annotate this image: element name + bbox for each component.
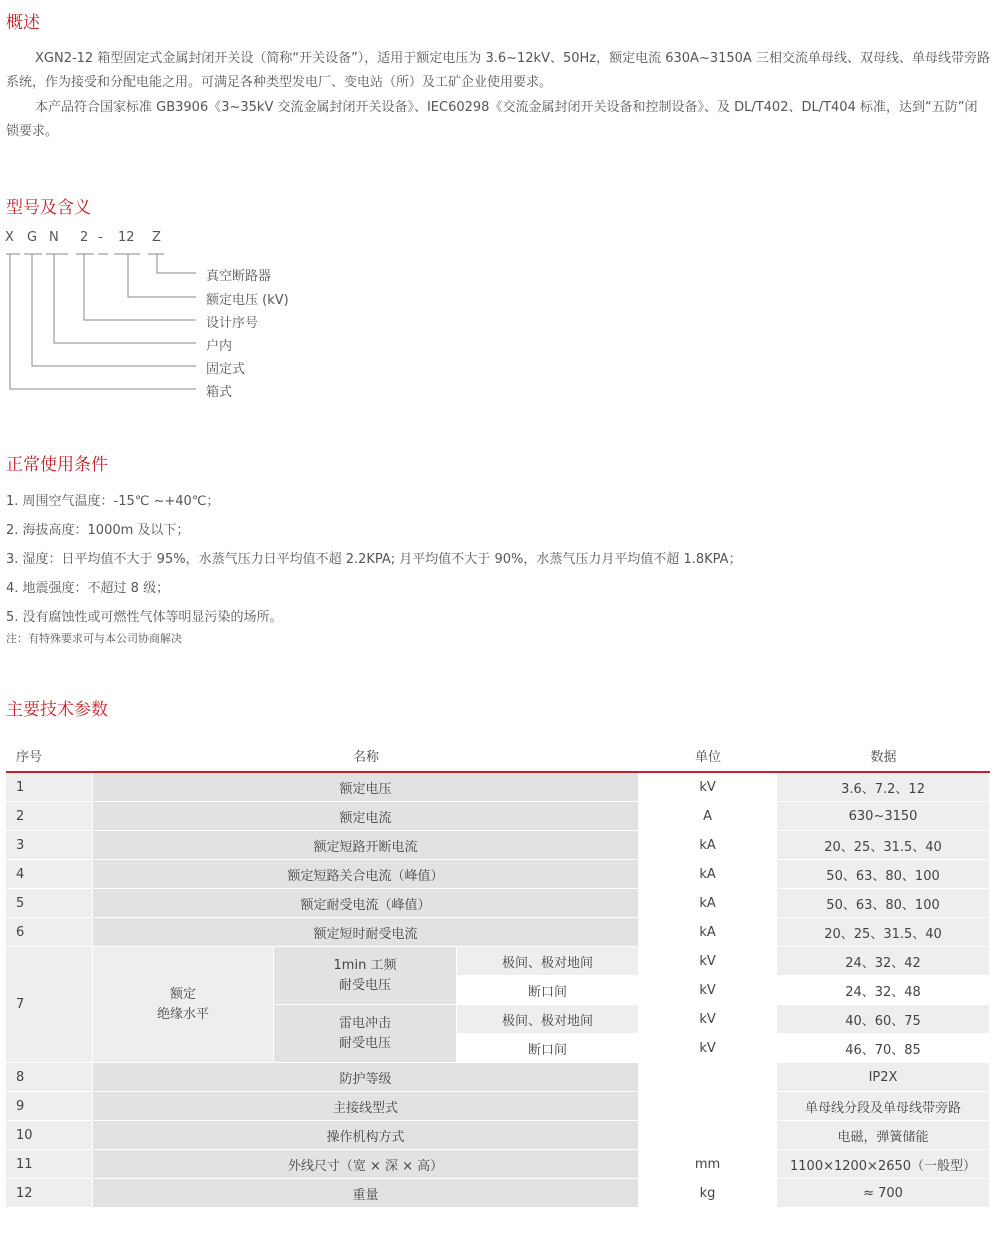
row-no: 11 bbox=[6, 1150, 93, 1179]
insulation-sub-power-freq: 1min 工频 耐受电压 bbox=[274, 947, 457, 1005]
row-unit bbox=[639, 1092, 777, 1121]
code-char-g: G bbox=[27, 230, 38, 245]
row-value: 3.6、7.2、12 bbox=[777, 773, 990, 802]
row-name: 重量 bbox=[93, 1179, 639, 1208]
row-name: 额定短时耐受电流 bbox=[93, 918, 639, 947]
row-value: 24、32、48 bbox=[777, 976, 990, 1005]
table-row bbox=[6, 889, 990, 918]
row-name: 额定短路开断电流 bbox=[93, 831, 639, 860]
row-unit bbox=[639, 1063, 777, 1092]
row-no: 12 bbox=[6, 1179, 93, 1208]
row-value: 46、70、85 bbox=[777, 1034, 990, 1063]
code-char-12: 12 bbox=[118, 230, 135, 245]
row-no: 2 bbox=[6, 802, 93, 831]
params-table bbox=[6, 739, 990, 1208]
row-unit: kV bbox=[639, 1005, 777, 1034]
table-row bbox=[6, 831, 990, 860]
row-value: 24、32、42 bbox=[777, 947, 990, 976]
row-name: 额定电压 bbox=[93, 773, 639, 802]
conditions-title: 正常使用条件 bbox=[6, 455, 108, 475]
code-char-dash: - bbox=[98, 230, 103, 245]
params-title: 主要技术参数 bbox=[6, 700, 108, 720]
row-value: 电磁，弹簧储能 bbox=[777, 1121, 990, 1150]
row-unit: kA bbox=[639, 860, 777, 889]
row-name: 操作机构方式 bbox=[93, 1121, 639, 1150]
row-unit: kA bbox=[639, 889, 777, 918]
row-unit: kA bbox=[639, 831, 777, 860]
row-name: 主接线型式 bbox=[93, 1092, 639, 1121]
table-row bbox=[6, 860, 990, 889]
table-row bbox=[6, 1150, 990, 1179]
meaning-design-number: 设计序号 bbox=[206, 316, 259, 331]
overview-paragraph-1: XGN2-12 箱型固定式金属封闭开关设（简称“开关设备”），适用于额定电压为 3.6~12kV、50Hz，额定电流 630A~3150A 三相交流单母线、双母线、单母线带旁路系统，作为接受和分配电能之用。可满足各种类型发电厂、变电站（所）及工矿企业使用要求。 bbox=[6, 51, 990, 90]
row-no: 1 bbox=[6, 773, 93, 802]
insulation-sub-lightning: 雷电冲击 耐受电压 bbox=[274, 1005, 457, 1063]
table-row bbox=[6, 918, 990, 947]
row-no: 6 bbox=[6, 918, 93, 947]
row-no: 5 bbox=[6, 889, 93, 918]
row-no: 3 bbox=[6, 831, 93, 860]
table-row bbox=[6, 773, 990, 802]
row-unit: kV bbox=[639, 947, 777, 976]
row-value: 40、60、75 bbox=[777, 1005, 990, 1034]
table-row bbox=[6, 802, 990, 831]
table-row bbox=[6, 1092, 990, 1121]
row-name: 外线尺寸（宽 × 深 × 高） bbox=[93, 1150, 639, 1179]
row-no: 4 bbox=[6, 860, 93, 889]
code-char-z: Z bbox=[152, 230, 161, 245]
insulation-group-label: 额定 绝缘水平 bbox=[93, 947, 274, 1063]
meaning-rated-voltage: 额定电压 (kV) bbox=[206, 293, 289, 308]
condition-item: 1. 周围空气温度：-15℃ ~+40℃； bbox=[6, 494, 220, 509]
row-value: 单母线分段及单母线带旁路 bbox=[777, 1092, 990, 1121]
row-name: 额定电流 bbox=[93, 802, 639, 831]
row-unit: mm bbox=[639, 1150, 777, 1179]
row-name: 额定耐受电流（峰值） bbox=[93, 889, 639, 918]
meaning-indoor: 户内 bbox=[206, 339, 233, 354]
row-unit: kV bbox=[639, 1034, 777, 1063]
row-value: 630~3150 bbox=[777, 802, 990, 831]
row-no: 8 bbox=[6, 1063, 93, 1092]
conditions-note: 注：有特殊要求可与本公司协商解决 bbox=[6, 632, 182, 645]
row-name: 断口间 bbox=[457, 1034, 639, 1063]
row-name: 断口间 bbox=[457, 976, 639, 1005]
row-value: IP2X bbox=[777, 1063, 990, 1092]
row-value: 50、63、80、100 bbox=[777, 860, 990, 889]
row-name: 极间、极对地间 bbox=[457, 947, 639, 976]
condition-item: 4. 地震强度：不超过 8 级； bbox=[6, 581, 170, 596]
row-no: 10 bbox=[6, 1121, 93, 1150]
row-unit bbox=[639, 1121, 777, 1150]
row-value: 50、63、80、100 bbox=[777, 889, 990, 918]
table-row bbox=[6, 947, 990, 976]
header-value: 数据 bbox=[777, 739, 990, 773]
row-name: 额定短路关合电流（峰值） bbox=[93, 860, 639, 889]
overview-paragraph-2: 本产品符合国家标准 GB3906《3~35kV 交流金属封闭开关设备》、IEC60298《交流金属封闭开关设备和控制设备》、及 DL/T402、DL/T404 标准，达到“五防”闭锁要求。 bbox=[6, 100, 978, 139]
code-char-2: 2 bbox=[80, 230, 89, 245]
row-unit: A bbox=[639, 802, 777, 831]
condition-item: 3. 湿度：日平均值不大于 95%，水蒸气压力日平均值不超 2.2KPA; 月平均值不大于 90%，水蒸气压力月平均值不超 1.8KPA； bbox=[6, 552, 742, 567]
condition-item: 5. 没有腐蚀性或可燃性气体等明显污染的场所。 bbox=[6, 610, 283, 625]
row-value: 20、25、31.5、40 bbox=[777, 831, 990, 860]
overview-title: 概述 bbox=[6, 13, 40, 33]
row-unit: kA bbox=[639, 918, 777, 947]
meaning-box: 箱式 bbox=[206, 385, 233, 400]
row-unit: kg bbox=[639, 1179, 777, 1208]
row-value: ≈ 700 bbox=[777, 1179, 990, 1208]
row-value: 1100×1200×2650（一般型） bbox=[777, 1150, 990, 1179]
model-bracket-lines bbox=[0, 0, 210, 400]
table-row bbox=[6, 1121, 990, 1150]
row-name: 极间、极对地间 bbox=[457, 1005, 639, 1034]
row-no: 9 bbox=[6, 1092, 93, 1121]
table-row bbox=[6, 1063, 990, 1092]
code-char-x: X bbox=[5, 230, 14, 245]
row-name: 防护等级 bbox=[93, 1063, 639, 1092]
table-row bbox=[6, 1179, 990, 1208]
code-char-n: N bbox=[49, 230, 59, 245]
meaning-fixed: 固定式 bbox=[206, 362, 246, 377]
table-header-row bbox=[6, 739, 990, 773]
row-unit: kV bbox=[639, 773, 777, 802]
row-unit: kV bbox=[639, 976, 777, 1005]
model-title: 型号及含义 bbox=[6, 198, 91, 218]
header-unit: 单位 bbox=[639, 739, 777, 773]
header-name: 名称 bbox=[93, 739, 639, 773]
row-no: 7 bbox=[6, 947, 93, 1063]
condition-item: 2. 海拔高度：1000m 及以下； bbox=[6, 523, 190, 538]
row-value: 20、25、31.5、40 bbox=[777, 918, 990, 947]
header-no: 序号 bbox=[6, 739, 93, 773]
meaning-vacuum-breaker: 真空断路器 bbox=[206, 269, 272, 284]
